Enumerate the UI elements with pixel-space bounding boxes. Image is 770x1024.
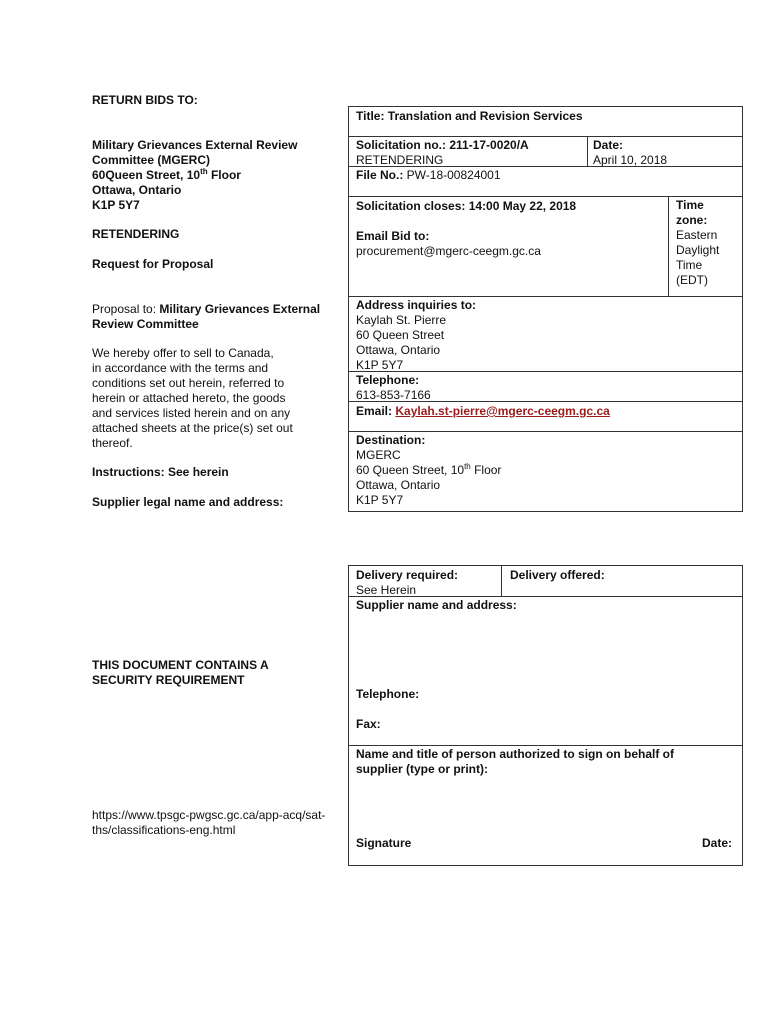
- email-block: [356, 404, 610, 419]
- signature-date-label[interactable]: Date:: [702, 836, 733, 850]
- offer-line: attached sheets at the price(s) set out: [92, 421, 293, 435]
- telephone-value: 613-853-7166: [356, 388, 431, 402]
- supplier-name-label[interactable]: Supplier name and address:: [356, 598, 517, 612]
- divider: [668, 196, 669, 297]
- security-requirement-notice: [92, 658, 269, 688]
- destination-label: Destination:: [356, 433, 426, 447]
- signature-label[interactable]: Signature: [356, 836, 412, 850]
- email-bid-value[interactable]: procurement@mgerc-ceegm.gc.ca: [356, 244, 541, 258]
- security-url[interactable]: [92, 808, 325, 838]
- retendering-label: RETENDERING: [92, 227, 180, 241]
- inquiries-label: Address inquiries to:: [356, 298, 477, 312]
- address-line-4: Ottawa, Ontario: [92, 183, 182, 197]
- proposal-to-line-2: Review Committee: [92, 317, 199, 331]
- file-number: File No.: PW-18-00824001: [356, 168, 501, 182]
- time-zone: [676, 198, 719, 288]
- supplier-fax-label[interactable]: Fax:: [356, 717, 381, 731]
- destination-name: MGERC: [356, 448, 401, 462]
- form-date-value: April 10, 2018: [593, 153, 668, 167]
- form-title: Title: Translation and Revision Services: [356, 109, 583, 123]
- offer-line: herein or attached hereto, the goods: [92, 391, 286, 405]
- supplier-telephone-label[interactable]: Telephone:: [356, 687, 420, 701]
- offer-line: We hereby offer to sell to Canada,: [92, 346, 274, 360]
- address-line-1: Military Grievances External Review: [92, 138, 298, 152]
- address-line-5: K1P 5Y7: [92, 198, 140, 212]
- inquiries-line: 60 Queen Street: [356, 328, 445, 342]
- address-line-3: 60Queen Street, 10th Floor: [92, 167, 241, 182]
- solicitation-retendering: RETENDERING: [356, 153, 444, 167]
- email-label: Email:: [356, 404, 396, 418]
- solicitation-closes: Solicitation closes: 14:00 May 22, 2018: [356, 199, 577, 213]
- supplier-legal-label: Supplier legal name and address:: [92, 495, 284, 509]
- return-bids-heading: RETURN BIDS TO:: [92, 93, 198, 107]
- offer-statement: [92, 346, 293, 451]
- offer-line: in accordance with the terms and: [92, 361, 269, 375]
- inquiries-line: Kaylah St. Pierre: [356, 313, 447, 327]
- divider: [348, 431, 743, 432]
- email-link[interactable]: Kaylah.st-pierre@mgerc-ceegm.gc.ca: [395, 404, 610, 418]
- divider: [348, 136, 743, 137]
- delivery-required-label: Delivery required:: [356, 568, 459, 582]
- divider: [348, 296, 743, 297]
- offer-line: conditions set out herein, referred to: [92, 376, 285, 390]
- url-line-2[interactable]: ths/classifications-eng.html: [92, 823, 236, 837]
- solicitation-number: [356, 138, 529, 168]
- divider: [348, 196, 743, 197]
- offer-line: thereof.: [92, 436, 133, 450]
- time-zone-3: Time: [676, 258, 703, 272]
- instructions-label: Instructions: See herein: [92, 465, 229, 479]
- destination-street: 60 Queen Street, 10th Floor: [356, 462, 502, 477]
- inquiries-line: K1P 5Y7: [356, 358, 404, 372]
- inquiries-block: [356, 298, 476, 373]
- offer-line: and services listed herein and on any: [92, 406, 291, 420]
- time-zone-label-2: zone:: [676, 213, 708, 227]
- url-line-1[interactable]: https://www.tpsgc-pwgsc.gc.ca/app-acq/sat-: [92, 808, 326, 822]
- delivery-required-value: See Herein: [356, 583, 417, 597]
- security-line-2: SECURITY REQUIREMENT: [92, 673, 245, 687]
- destination-block: [356, 433, 501, 508]
- divider: [348, 745, 743, 746]
- request-for-proposal-label: Request for Proposal: [92, 257, 214, 271]
- solicitation-no-label: Solicitation no.: 211-17-0020/A: [356, 138, 529, 152]
- time-zone-4: (EDT): [676, 273, 708, 287]
- email-bid: [356, 229, 541, 259]
- divider: [501, 565, 502, 597]
- email-bid-label: Email Bid to:: [356, 229, 430, 243]
- address-line-2: Committee (MGERC): [92, 153, 211, 167]
- destination-city: Ottawa, Ontario: [356, 478, 441, 492]
- authorized-person-label[interactable]: [356, 747, 674, 777]
- time-zone-1: Eastern: [676, 228, 718, 242]
- proposal-to: [92, 302, 320, 332]
- security-line-1: THIS DOCUMENT CONTAINS A: [92, 658, 269, 672]
- form-date: [593, 138, 667, 168]
- telephone-block: [356, 373, 431, 403]
- proposal-to-line-1: Proposal to: Military Grievances External: [92, 302, 321, 316]
- telephone-label: Telephone:: [356, 373, 420, 387]
- time-zone-label-1: Time: [676, 198, 704, 212]
- return-address: [92, 138, 297, 213]
- authorized-line-2: supplier (type or print):: [356, 762, 488, 776]
- authorized-line-1: Name and title of person authorized to sign on behalf of: [356, 747, 675, 761]
- inquiries-line: Ottawa, Ontario: [356, 343, 441, 357]
- delivery-offered-label[interactable]: Delivery offered:: [510, 568, 605, 582]
- time-zone-2: Daylight: [676, 243, 720, 257]
- delivery-required: [356, 568, 458, 598]
- destination-postal: K1P 5Y7: [356, 493, 404, 507]
- divider: [587, 136, 588, 167]
- form-date-label: Date:: [593, 138, 624, 152]
